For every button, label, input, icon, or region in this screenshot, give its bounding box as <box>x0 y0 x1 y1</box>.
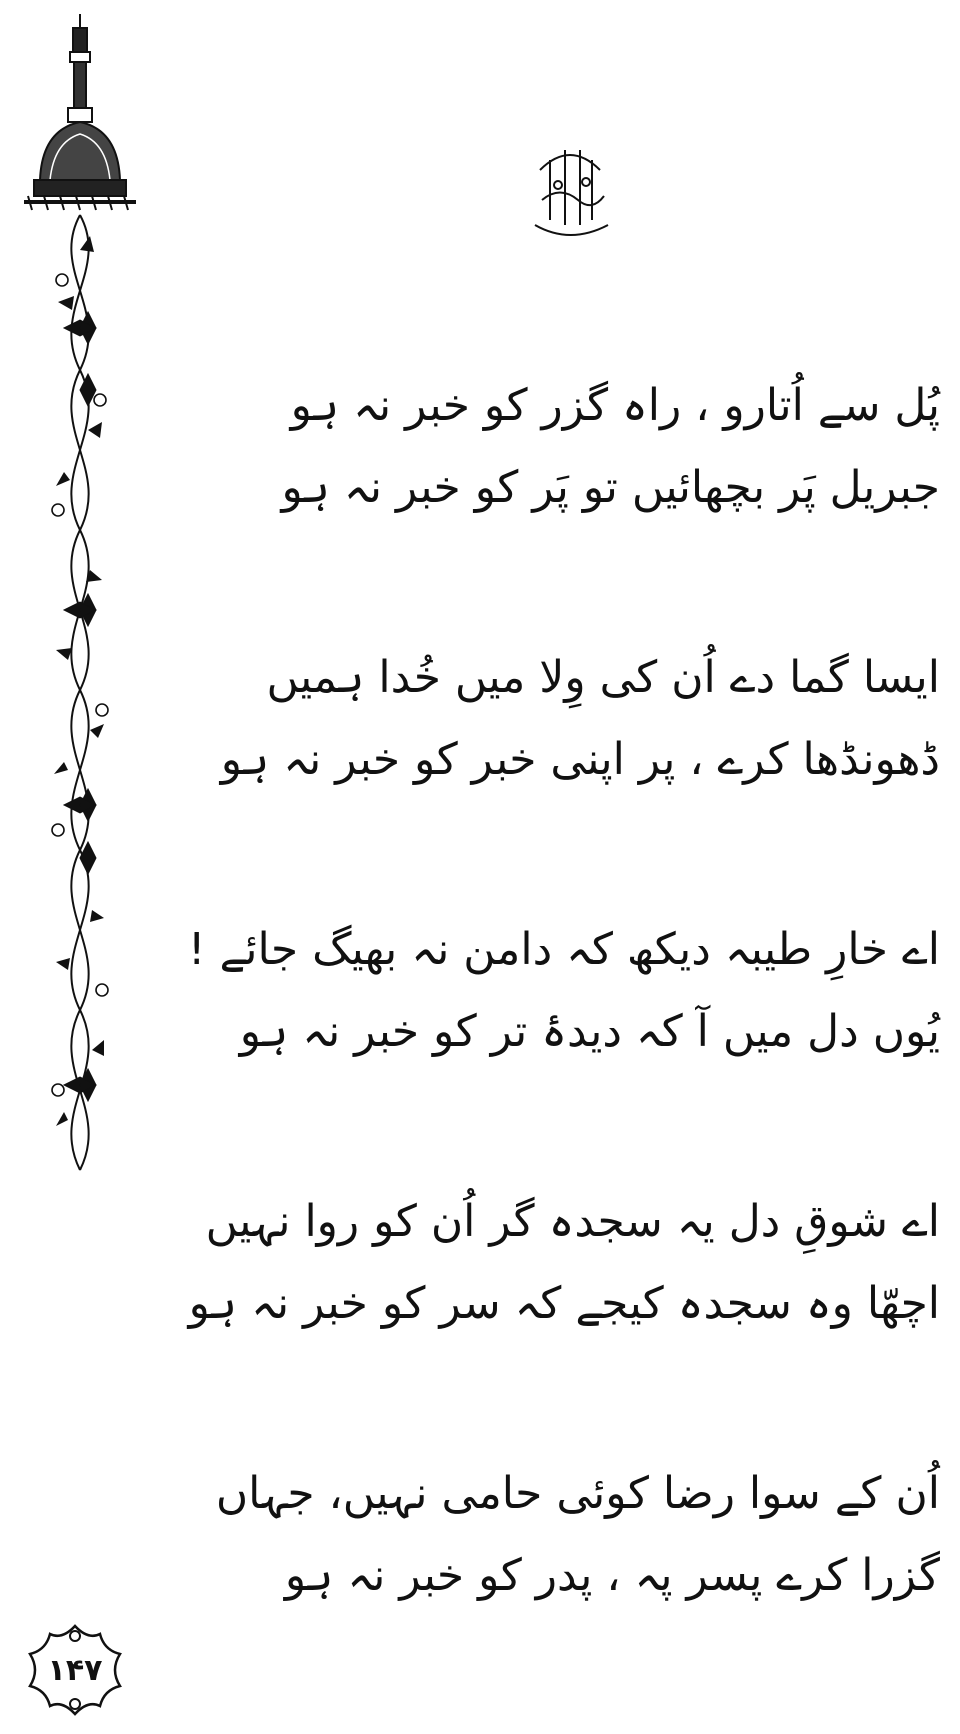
verse-line: جبریل پَر بچھائیں تو پَر کو خبر نہ ہو <box>281 462 940 513</box>
verse-line: اے شوقِ دل یہ سجدہ گر اُن کو روا نہیں <box>205 1196 940 1247</box>
calligraphy-emblem <box>520 130 620 250</box>
stanza <box>187 909 940 1073</box>
verse-line: ایسا گما دے اُن کی وِلا میں خُدا ہمیں <box>266 652 940 703</box>
verse-line: اے خارِ طیبہ دیکھ کہ دامن نہ بھیگ جائے ! <box>187 924 940 975</box>
verse-line: پُل سے اُتارو ، راہ گزر کو خبر نہ ہو <box>290 380 940 431</box>
floral-vine-icon <box>52 215 108 1170</box>
minaret-icon <box>24 14 136 210</box>
stanza <box>188 1181 940 1345</box>
stanza <box>215 1453 940 1617</box>
verse-line: یُوں دل میں آ کہ دیدۂ تر کو خبر نہ ہو <box>239 1006 940 1057</box>
page-number: ۱۴۷ <box>47 1652 103 1688</box>
poem <box>187 365 940 1617</box>
verse-line: گزرا کرے پسر پہ ، پدر کو خبر نہ ہو <box>284 1550 940 1601</box>
stanza <box>230 365 940 529</box>
minaret-floral-border <box>10 10 150 1230</box>
verse-line: اُن کے سوا رضا کوئی حامی نہیں، جہاں <box>215 1468 940 1519</box>
verse-line: اچھّا وہ سجدہ کیجے کہ سر کو خبر نہ ہو <box>188 1278 940 1329</box>
stanza <box>220 637 940 801</box>
verse-line: ڈھونڈھا کرے ، پر اپنی خبر کو خبر نہ ہو <box>220 734 940 785</box>
